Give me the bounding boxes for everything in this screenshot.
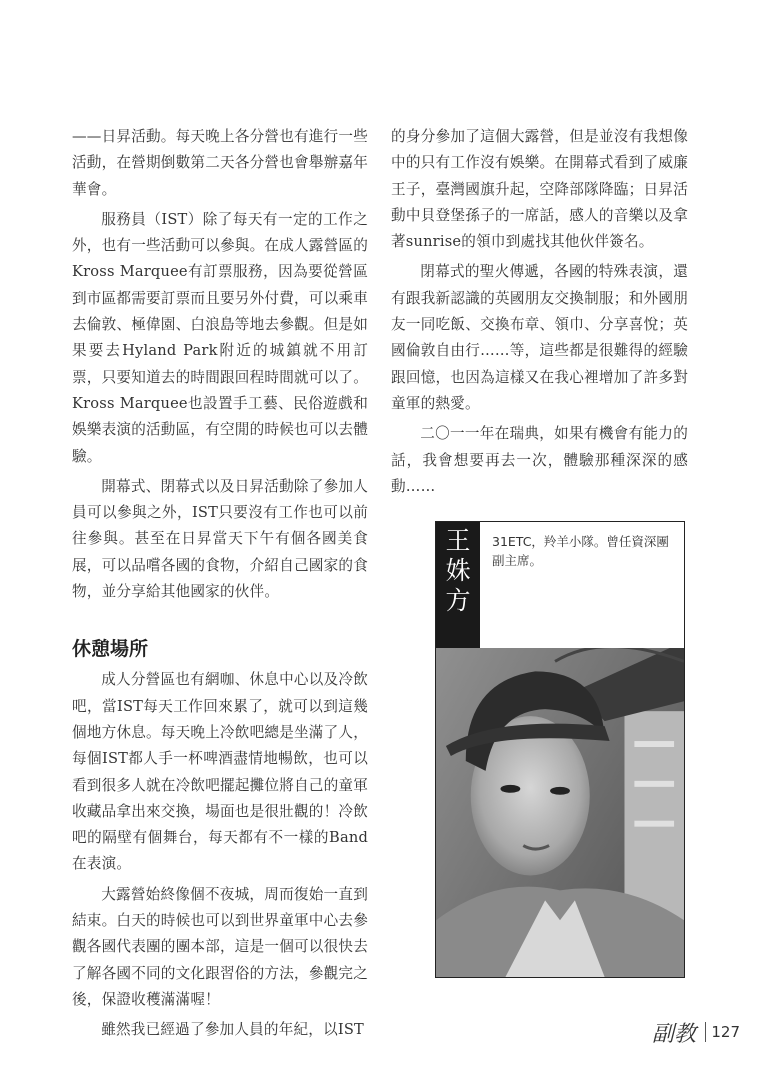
name-char: 姝 <box>445 556 471 585</box>
paragraph: 閉幕式的聖火傳遞，各國的特殊表演，還有跟我新認識的英國朋友交換制服；和外國朋友一同吃飯、交換布章、領巾、分享喜悅；英國倫敦自由行……等，這些都是很難得的經驗跟回憶，也因為這樣又在我心裡增加了許多對童軍的熱愛。 <box>391 263 688 412</box>
paragraph: 雖然我已經過了參加人員的年紀，以IST <box>101 1021 364 1039</box>
section-heading: 休憩場所 <box>72 638 149 661</box>
paragraph: 大露營始終像個不夜城，周而復始一直到結束。白天的時候也可以到世界童軍中心去參觀各國代表團的團本部，這是一個可以很快去了解各國不同的文化跟習俗的方法，參觀完之後，保證收穫滿滿喔！ <box>72 885 368 1008</box>
paragraph: 服務員（IST）除了每天有一定的工作之外，也有一些活動可以參與。在成人露營區的Kross Marquee有訂票服務，因為要從營區到市區都需要訂票而且要另外付費，可以乘車去倫敦、極偉園、白浪島等地去參觀。但是如果要去Hyland Park附近的城鎮就不用訂票，只要知道去的時間跟回程時間就可以了。Kross Marquee也設置手工藝、民俗遊戲和娛樂表演的活動區，有空閒的時候也可以去體驗。 <box>72 210 368 465</box>
magazine-logo <box>650 1014 700 1050</box>
left-column <box>72 124 368 1044</box>
right-column <box>391 124 688 500</box>
name-char: 王 <box>445 526 471 555</box>
profile-bio: 31ETC，羚羊小隊。曾任資深團副主席。 <box>480 522 685 648</box>
profile-box <box>435 521 685 978</box>
page-footer <box>650 1014 740 1050</box>
paragraph: ——日昇活動。每天晚上各分營也有進行一些活動，在營期倒數第二天各分營也會舉辦嘉年華會。 <box>72 128 368 198</box>
name-char: 方 <box>445 586 471 615</box>
divider <box>705 1022 707 1042</box>
page-number: 127 <box>711 1023 740 1041</box>
profile-name <box>436 522 480 648</box>
paragraph: 的身分參加了這個大露營，但是並沒有我想像中的只有工作沒有娛樂。在開幕式看到了威廉王子，臺灣國旗升起，空降部隊降臨；日昇活動中貝登堡孫子的一席話，感人的音樂以及拿著sunrise的領巾到處找其他伙伴簽名。 <box>391 128 688 251</box>
paragraph: 二〇一一年在瑞典，如果有機會有能力的話，我會想要再去一次，體驗那種深深的感動…… <box>391 425 688 495</box>
paragraph: 成人分營區也有網咖、休息中心以及冷飲吧，當IST每天工作回來累了，就可以到這幾個地方休息。每天晚上冷飲吧總是坐滿了人，每個IST都人手一杯啤酒盡情地暢飲，也可以看到很多人就在冷飲吧擺起攤位將自己的童軍收藏品拿出來交換，場面也是很壯觀的！冷飲吧的隔壁有個舞台，每天都有不一樣的Band在表演。 <box>72 671 368 873</box>
svg-text:副教: 副教 <box>651 1022 696 1047</box>
paragraph: 開幕式、閉幕式以及日昇活動除了參加人員可以參與之外，IST只要沒有工作也可以前往參與。甚至在日昇當天下午有個各國美食展，可以品嚐各國的食物，介紹自己國家的食物，並分享給其他國家的伙伴。 <box>72 477 368 601</box>
